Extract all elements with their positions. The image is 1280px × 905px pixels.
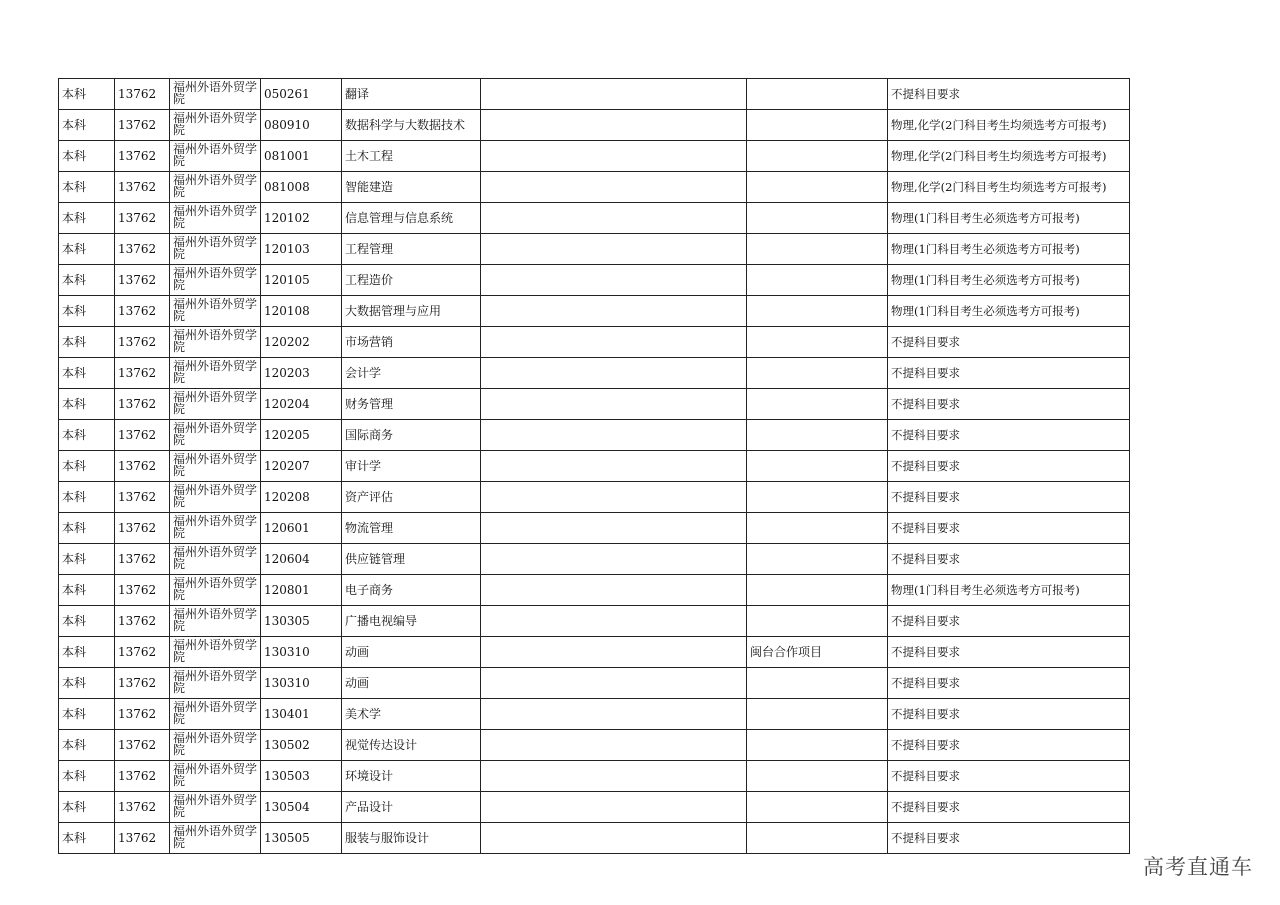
remark-cell bbox=[481, 730, 747, 761]
program-note-cell bbox=[747, 668, 888, 699]
table-row bbox=[59, 358, 1130, 389]
table-row bbox=[59, 575, 1130, 606]
school-name-cell: 福州外语外贸学院 bbox=[170, 172, 261, 203]
school-code-cell: 13762 bbox=[115, 234, 170, 265]
major-code-cell: 120102 bbox=[261, 203, 342, 234]
table-row bbox=[59, 761, 1130, 792]
subject-requirement-cell: 不提科目要求 bbox=[888, 792, 1130, 823]
remark-cell bbox=[481, 110, 747, 141]
major-code-cell: 120801 bbox=[261, 575, 342, 606]
remark-cell bbox=[481, 544, 747, 575]
subject-requirement-cell: 不提科目要求 bbox=[888, 730, 1130, 761]
program-note-cell bbox=[747, 265, 888, 296]
remark-cell bbox=[481, 606, 747, 637]
major-code-cell: 130504 bbox=[261, 792, 342, 823]
program-note-cell bbox=[747, 730, 888, 761]
remark-cell bbox=[481, 668, 747, 699]
major-name-cell: 动画 bbox=[342, 668, 481, 699]
major-code-cell: 120103 bbox=[261, 234, 342, 265]
level-cell: 本科 bbox=[59, 327, 115, 358]
major-name-cell: 信息管理与信息系统 bbox=[342, 203, 481, 234]
school-code-cell: 13762 bbox=[115, 730, 170, 761]
table-row bbox=[59, 327, 1130, 358]
school-name-cell: 福州外语外贸学院 bbox=[170, 761, 261, 792]
school-code-cell: 13762 bbox=[115, 110, 170, 141]
program-note-cell bbox=[747, 823, 888, 854]
table-row bbox=[59, 389, 1130, 420]
school-code-cell: 13762 bbox=[115, 823, 170, 854]
program-note-cell bbox=[747, 575, 888, 606]
school-name-cell: 福州外语外贸学院 bbox=[170, 606, 261, 637]
major-name-cell: 供应链管理 bbox=[342, 544, 481, 575]
major-name-cell: 广播电视编导 bbox=[342, 606, 481, 637]
major-name-cell: 美术学 bbox=[342, 699, 481, 730]
remark-cell bbox=[481, 637, 747, 668]
subject-requirement-cell: 不提科目要求 bbox=[888, 513, 1130, 544]
major-name-cell: 市场营销 bbox=[342, 327, 481, 358]
level-cell: 本科 bbox=[59, 203, 115, 234]
level-cell: 本科 bbox=[59, 482, 115, 513]
remark-cell bbox=[481, 823, 747, 854]
school-name-cell: 福州外语外贸学院 bbox=[170, 668, 261, 699]
major-code-cell: 120205 bbox=[261, 420, 342, 451]
remark-cell bbox=[481, 234, 747, 265]
program-note-cell bbox=[747, 792, 888, 823]
school-code-cell: 13762 bbox=[115, 792, 170, 823]
level-cell: 本科 bbox=[59, 420, 115, 451]
major-name-cell: 翻译 bbox=[342, 79, 481, 110]
program-note-cell bbox=[747, 420, 888, 451]
major-name-cell: 物流管理 bbox=[342, 513, 481, 544]
subject-requirement-cell: 不提科目要求 bbox=[888, 699, 1130, 730]
table-row bbox=[59, 699, 1130, 730]
level-cell: 本科 bbox=[59, 451, 115, 482]
level-cell: 本科 bbox=[59, 823, 115, 854]
table-row bbox=[59, 482, 1130, 513]
table-row bbox=[59, 203, 1130, 234]
level-cell: 本科 bbox=[59, 730, 115, 761]
school-name-cell: 福州外语外贸学院 bbox=[170, 389, 261, 420]
school-name-cell: 福州外语外贸学院 bbox=[170, 110, 261, 141]
school-code-cell: 13762 bbox=[115, 420, 170, 451]
subject-requirement-cell: 不提科目要求 bbox=[888, 823, 1130, 854]
school-code-cell: 13762 bbox=[115, 575, 170, 606]
subject-requirement-cell: 不提科目要求 bbox=[888, 482, 1130, 513]
program-note-cell bbox=[747, 544, 888, 575]
table-row bbox=[59, 823, 1130, 854]
table-row bbox=[59, 296, 1130, 327]
program-note-cell bbox=[747, 234, 888, 265]
major-code-cell: 120105 bbox=[261, 265, 342, 296]
remark-cell bbox=[481, 327, 747, 358]
major-code-cell: 130305 bbox=[261, 606, 342, 637]
school-code-cell: 13762 bbox=[115, 513, 170, 544]
major-code-cell: 050261 bbox=[261, 79, 342, 110]
school-code-cell: 13762 bbox=[115, 141, 170, 172]
level-cell: 本科 bbox=[59, 296, 115, 327]
subject-requirement-cell: 不提科目要求 bbox=[888, 79, 1130, 110]
major-code-cell: 130502 bbox=[261, 730, 342, 761]
subject-requirement-cell: 不提科目要求 bbox=[888, 761, 1130, 792]
subject-requirement-cell: 不提科目要求 bbox=[888, 637, 1130, 668]
table-row bbox=[59, 451, 1130, 482]
subject-requirement-cell: 不提科目要求 bbox=[888, 389, 1130, 420]
school-name-cell: 福州外语外贸学院 bbox=[170, 730, 261, 761]
remark-cell bbox=[481, 513, 747, 544]
major-code-cell: 120604 bbox=[261, 544, 342, 575]
subject-requirement-cell: 物理(1门科目考生必须选考方可报考) bbox=[888, 203, 1130, 234]
school-code-cell: 13762 bbox=[115, 482, 170, 513]
level-cell: 本科 bbox=[59, 79, 115, 110]
remark-cell bbox=[481, 265, 747, 296]
major-name-cell: 资产评估 bbox=[342, 482, 481, 513]
school-code-cell: 13762 bbox=[115, 637, 170, 668]
subject-requirement-cell: 不提科目要求 bbox=[888, 544, 1130, 575]
school-code-cell: 13762 bbox=[115, 389, 170, 420]
school-name-cell: 福州外语外贸学院 bbox=[170, 823, 261, 854]
major-name-cell: 动画 bbox=[342, 637, 481, 668]
school-name-cell: 福州外语外贸学院 bbox=[170, 544, 261, 575]
major-name-cell: 国际商务 bbox=[342, 420, 481, 451]
remark-cell bbox=[481, 761, 747, 792]
level-cell: 本科 bbox=[59, 172, 115, 203]
remark-cell bbox=[481, 482, 747, 513]
watermark-logo: 高考直通车 bbox=[1143, 855, 1253, 879]
remark-cell bbox=[481, 420, 747, 451]
school-code-cell: 13762 bbox=[115, 296, 170, 327]
level-cell: 本科 bbox=[59, 637, 115, 668]
major-code-cell: 130401 bbox=[261, 699, 342, 730]
school-code-cell: 13762 bbox=[115, 761, 170, 792]
major-code-cell: 130310 bbox=[261, 668, 342, 699]
school-name-cell: 福州外语外贸学院 bbox=[170, 420, 261, 451]
table-row bbox=[59, 730, 1130, 761]
major-code-cell: 120207 bbox=[261, 451, 342, 482]
program-note-cell: 闽台合作项目 bbox=[747, 637, 888, 668]
school-name-cell: 福州外语外贸学院 bbox=[170, 699, 261, 730]
program-note-cell bbox=[747, 389, 888, 420]
major-name-cell: 服装与服饰设计 bbox=[342, 823, 481, 854]
program-note-cell bbox=[747, 79, 888, 110]
school-name-cell: 福州外语外贸学院 bbox=[170, 792, 261, 823]
program-note-cell bbox=[747, 451, 888, 482]
remark-cell bbox=[481, 389, 747, 420]
major-code-cell: 130310 bbox=[261, 637, 342, 668]
major-name-cell: 数据科学与大数据技术 bbox=[342, 110, 481, 141]
school-name-cell: 福州外语外贸学院 bbox=[170, 234, 261, 265]
table-row bbox=[59, 265, 1130, 296]
table-row bbox=[59, 668, 1130, 699]
level-cell: 本科 bbox=[59, 606, 115, 637]
table-row bbox=[59, 420, 1130, 451]
table-row bbox=[59, 544, 1130, 575]
major-code-cell: 120203 bbox=[261, 358, 342, 389]
major-code-cell: 130505 bbox=[261, 823, 342, 854]
school-name-cell: 福州外语外贸学院 bbox=[170, 451, 261, 482]
table-row bbox=[59, 792, 1130, 823]
level-cell: 本科 bbox=[59, 141, 115, 172]
program-note-cell bbox=[747, 358, 888, 389]
major-name-cell: 审计学 bbox=[342, 451, 481, 482]
subject-requirement-cell: 不提科目要求 bbox=[888, 668, 1130, 699]
remark-cell bbox=[481, 141, 747, 172]
major-name-cell: 视觉传达设计 bbox=[342, 730, 481, 761]
school-name-cell: 福州外语外贸学院 bbox=[170, 358, 261, 389]
major-code-cell: 080910 bbox=[261, 110, 342, 141]
school-name-cell: 福州外语外贸学院 bbox=[170, 637, 261, 668]
subject-requirement-cell: 物理,化学(2门科目考生均须选考方可报考) bbox=[888, 110, 1130, 141]
major-code-cell: 120208 bbox=[261, 482, 342, 513]
major-name-cell: 工程管理 bbox=[342, 234, 481, 265]
school-code-cell: 13762 bbox=[115, 79, 170, 110]
major-name-cell: 大数据管理与应用 bbox=[342, 296, 481, 327]
program-note-cell bbox=[747, 699, 888, 730]
school-name-cell: 福州外语外贸学院 bbox=[170, 265, 261, 296]
school-code-cell: 13762 bbox=[115, 265, 170, 296]
level-cell: 本科 bbox=[59, 699, 115, 730]
subject-requirement-cell: 不提科目要求 bbox=[888, 327, 1130, 358]
program-note-cell bbox=[747, 172, 888, 203]
school-name-cell: 福州外语外贸学院 bbox=[170, 482, 261, 513]
school-name-cell: 福州外语外贸学院 bbox=[170, 575, 261, 606]
major-name-cell: 电子商务 bbox=[342, 575, 481, 606]
school-name-cell: 福州外语外贸学院 bbox=[170, 296, 261, 327]
level-cell: 本科 bbox=[59, 668, 115, 699]
school-code-cell: 13762 bbox=[115, 172, 170, 203]
school-code-cell: 13762 bbox=[115, 606, 170, 637]
school-name-cell: 福州外语外贸学院 bbox=[170, 141, 261, 172]
subject-requirement-cell: 物理(1门科目考生必须选考方可报考) bbox=[888, 234, 1130, 265]
school-name-cell: 福州外语外贸学院 bbox=[170, 327, 261, 358]
program-note-cell bbox=[747, 761, 888, 792]
level-cell: 本科 bbox=[59, 575, 115, 606]
level-cell: 本科 bbox=[59, 544, 115, 575]
subject-requirement-cell: 不提科目要求 bbox=[888, 420, 1130, 451]
table-row bbox=[59, 234, 1130, 265]
remark-cell bbox=[481, 172, 747, 203]
major-code-cell: 120601 bbox=[261, 513, 342, 544]
remark-cell bbox=[481, 296, 747, 327]
school-code-cell: 13762 bbox=[115, 451, 170, 482]
major-name-cell: 土木工程 bbox=[342, 141, 481, 172]
table-row bbox=[59, 79, 1130, 110]
school-code-cell: 13762 bbox=[115, 327, 170, 358]
school-code-cell: 13762 bbox=[115, 668, 170, 699]
level-cell: 本科 bbox=[59, 513, 115, 544]
table-row bbox=[59, 110, 1130, 141]
remark-cell bbox=[481, 79, 747, 110]
program-note-cell bbox=[747, 482, 888, 513]
program-note-cell bbox=[747, 141, 888, 172]
major-code-cell: 120204 bbox=[261, 389, 342, 420]
program-note-cell bbox=[747, 203, 888, 234]
school-code-cell: 13762 bbox=[115, 699, 170, 730]
enrollment-table bbox=[58, 78, 1130, 854]
major-code-cell: 120202 bbox=[261, 327, 342, 358]
program-note-cell bbox=[747, 606, 888, 637]
subject-requirement-cell: 物理,化学(2门科目考生均须选考方可报考) bbox=[888, 141, 1130, 172]
school-code-cell: 13762 bbox=[115, 203, 170, 234]
level-cell: 本科 bbox=[59, 389, 115, 420]
subject-requirement-cell: 物理(1门科目考生必须选考方可报考) bbox=[888, 296, 1130, 327]
major-name-cell: 财务管理 bbox=[342, 389, 481, 420]
level-cell: 本科 bbox=[59, 761, 115, 792]
subject-requirement-cell: 物理(1门科目考生必须选考方可报考) bbox=[888, 575, 1130, 606]
school-code-cell: 13762 bbox=[115, 544, 170, 575]
major-name-cell: 环境设计 bbox=[342, 761, 481, 792]
table-body bbox=[59, 79, 1130, 854]
subject-requirement-cell: 不提科目要求 bbox=[888, 451, 1130, 482]
program-note-cell bbox=[747, 513, 888, 544]
major-code-cell: 130503 bbox=[261, 761, 342, 792]
table-row bbox=[59, 606, 1130, 637]
level-cell: 本科 bbox=[59, 234, 115, 265]
subject-requirement-cell: 物理,化学(2门科目考生均须选考方可报考) bbox=[888, 172, 1130, 203]
major-name-cell: 会计学 bbox=[342, 358, 481, 389]
subject-requirement-cell: 物理(1门科目考生必须选考方可报考) bbox=[888, 265, 1130, 296]
level-cell: 本科 bbox=[59, 110, 115, 141]
level-cell: 本科 bbox=[59, 265, 115, 296]
table-row bbox=[59, 141, 1130, 172]
table-row bbox=[59, 637, 1130, 668]
remark-cell bbox=[481, 575, 747, 606]
school-code-cell: 13762 bbox=[115, 358, 170, 389]
subject-requirement-cell: 不提科目要求 bbox=[888, 606, 1130, 637]
remark-cell bbox=[481, 792, 747, 823]
program-note-cell bbox=[747, 110, 888, 141]
school-name-cell: 福州外语外贸学院 bbox=[170, 203, 261, 234]
major-name-cell: 智能建造 bbox=[342, 172, 481, 203]
major-code-cell: 081001 bbox=[261, 141, 342, 172]
level-cell: 本科 bbox=[59, 358, 115, 389]
major-name-cell: 产品设计 bbox=[342, 792, 481, 823]
major-name-cell: 工程造价 bbox=[342, 265, 481, 296]
remark-cell bbox=[481, 203, 747, 234]
remark-cell bbox=[481, 699, 747, 730]
major-code-cell: 081008 bbox=[261, 172, 342, 203]
program-note-cell bbox=[747, 296, 888, 327]
level-cell: 本科 bbox=[59, 792, 115, 823]
remark-cell bbox=[481, 451, 747, 482]
remark-cell bbox=[481, 358, 747, 389]
subject-requirement-cell: 不提科目要求 bbox=[888, 358, 1130, 389]
table-row bbox=[59, 513, 1130, 544]
table-row bbox=[59, 172, 1130, 203]
major-code-cell: 120108 bbox=[261, 296, 342, 327]
school-name-cell: 福州外语外贸学院 bbox=[170, 513, 261, 544]
program-note-cell bbox=[747, 327, 888, 358]
school-name-cell: 福州外语外贸学院 bbox=[170, 79, 261, 110]
